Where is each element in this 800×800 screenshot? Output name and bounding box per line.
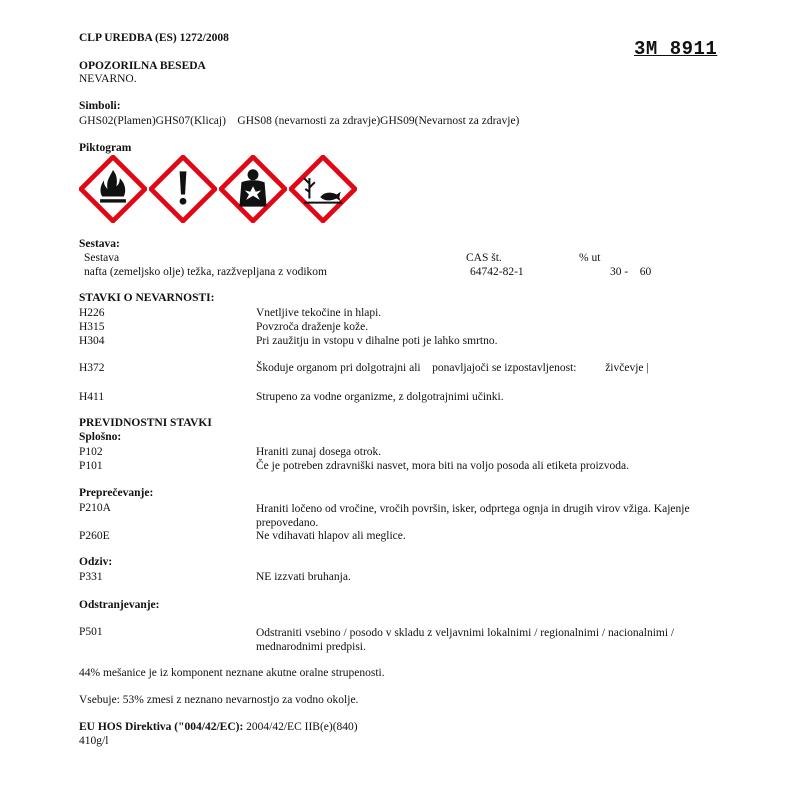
precautionary-title: PREVIDNOSTNI STAVKI	[79, 417, 212, 429]
hazard-code: H372	[79, 362, 105, 374]
hazard-code: H411	[79, 391, 105, 403]
hazard-text: Strupeno za vodne organizme, z dolgotrajnimi učinki.	[256, 391, 504, 403]
disposal-title: Odstranjevanje:	[79, 599, 160, 611]
oral-toxicity-note: 44% mešanice je iz komponent neznane akutne oralne strupenosti.	[79, 667, 385, 679]
precaution-code: P331	[79, 571, 103, 583]
precaution-text: Ne vdihavati hlapov ali meglice.	[256, 530, 406, 542]
voc-label: EU HOS Direktiva ("004/42/EC):	[79, 721, 244, 733]
composition-row-pct: 30 - 60	[610, 266, 652, 278]
response-title: Odziv:	[79, 556, 113, 568]
flame-icon	[79, 155, 147, 223]
hazard-text: Povzroča draženje kože.	[256, 321, 369, 333]
hazard-text: Vnetljive tekočine in hlapi.	[256, 307, 382, 319]
hazard-code: H304	[79, 335, 105, 347]
composition-header-cas: CAS št.	[466, 252, 502, 264]
prevention-title: Preprečevanje:	[79, 487, 154, 499]
voc-value: 2004/42/EC IIB(e)(840)	[243, 721, 358, 733]
hazard-code: H226	[79, 307, 105, 319]
product-name: 3M 8911	[634, 38, 718, 60]
hazard-text: Škoduje organom pri dolgotrajni ali ponavljajoči se izpostavljenost: živčevje |	[256, 362, 649, 374]
precaution-code: P101	[79, 460, 103, 472]
composition-header-name: Sestava	[84, 252, 120, 264]
precaution-code: P260E	[79, 530, 110, 542]
hazard-code: H315	[79, 321, 105, 333]
precaution-text: Hraniti zunaj dosega otrok.	[256, 446, 382, 458]
hazard-statements-title: STAVKI O NEVARNOSTI:	[79, 292, 215, 304]
environment-icon	[289, 155, 357, 223]
pictogram-title: Piktogram	[79, 142, 132, 154]
signal-word-title: OPOZORILNA BESEDA	[79, 60, 206, 72]
composition-header-pct: % ut	[579, 252, 601, 264]
precaution-code: P501	[79, 626, 103, 638]
precaution-code: P210A	[79, 502, 111, 514]
precaution-text: Če je potreben zdravniški nasvet, mora biti na voljo posoda ali etiketa proizvoda.	[256, 460, 630, 472]
composition-title: Sestava:	[79, 238, 120, 250]
symbols-value: GHS02(Plamen)GHS07(Klicaj) GHS08 (nevarnosti za zdravje)GHS09(Nevarnost za zdravje)	[79, 115, 520, 127]
regulation-title: CLP UREDBA (ES) 1272/2008	[79, 32, 229, 44]
signal-word-value: NEVARNO.	[79, 73, 137, 85]
aquatic-note: Vsebuje: 53% zmesi z neznano nevarnostjo za vodno okolje.	[79, 694, 359, 706]
hazard-text: Pri zaužitju in vstopu v dihalne poti je lahko smrtno.	[256, 335, 498, 347]
precaution-text: Hraniti ločeno od vročine, vročih površin, isker, odprtega ognja in drugih virov vžiga. Kajenje prepovedano.	[256, 503, 690, 529]
composition-row-cas: 64742-82-1	[470, 266, 524, 278]
composition-row-name: nafta (zemeljsko olje) težka, razžveplјana z vodikom	[84, 266, 327, 278]
precaution-text: NE izzvati bruhanja.	[256, 571, 351, 583]
exclamation-icon	[149, 155, 217, 223]
precaution-text: Odstraniti vsebino / posodo v skladu z veljavnimi lokalnimi / regionalnimi / nacionalnimi / mednarodnimi predpisi.	[256, 627, 675, 653]
health-hazard-icon	[219, 155, 287, 223]
precaution-code: P102	[79, 446, 103, 458]
voc-amount: 410g/l	[79, 735, 109, 747]
general-title: Splošno:	[79, 431, 122, 443]
symbols-title: Simboli:	[79, 100, 121, 112]
